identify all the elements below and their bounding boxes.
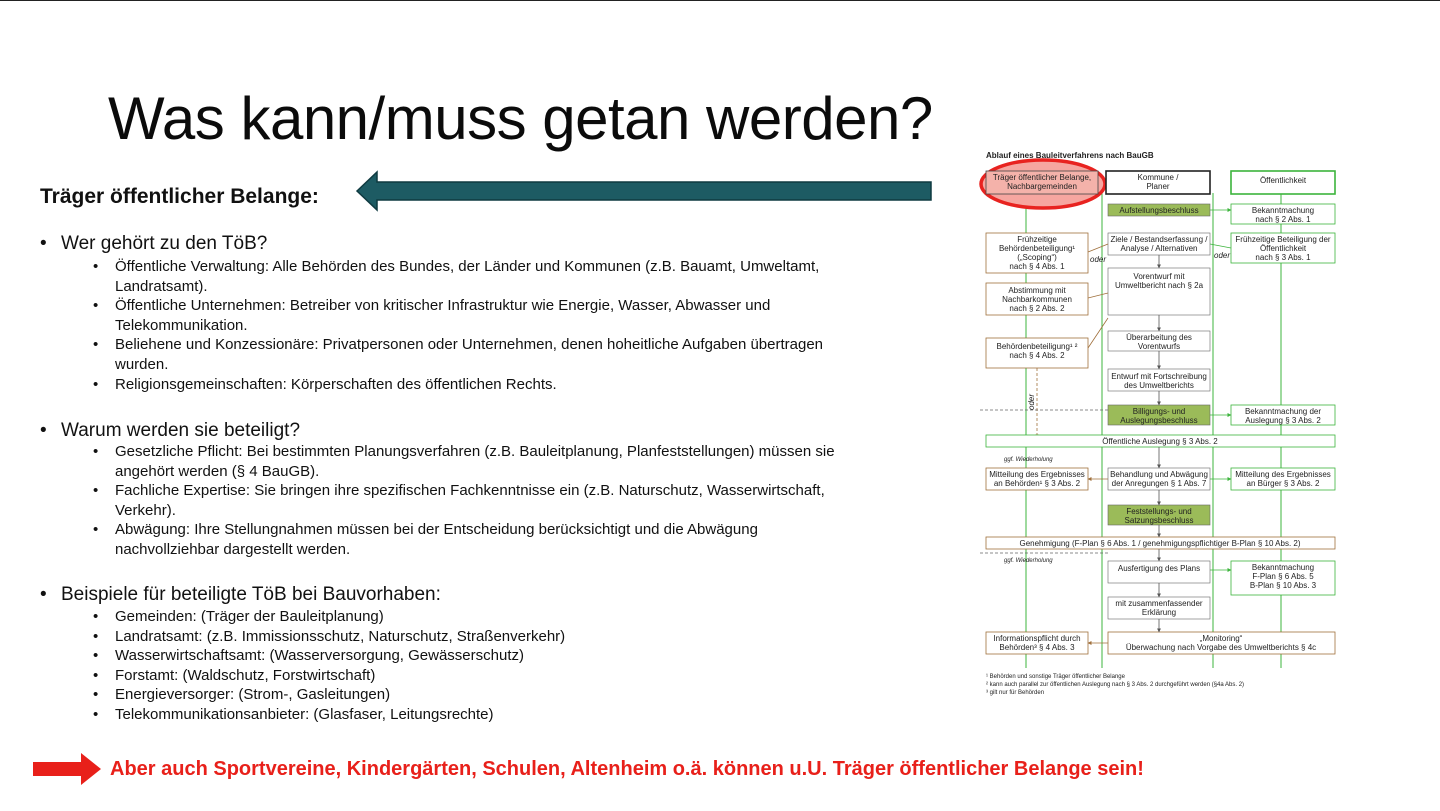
svg-text:Erklärung: Erklärung — [1141, 608, 1177, 617]
svg-text:² kann auch parallel zur öffen: ² kann auch parallel zur öffentlichen Auslegung nach § 3 Abs. 2 durchgeführt werden (§4a Abs. 2) — [986, 682, 1245, 688]
svg-text:Auslegungsbeschluss: Auslegungsbeschluss — [1120, 416, 1198, 425]
list-item: • Religionsgemeinschaften: Körperschaften des öffentlichen Rechts. — [93, 375, 557, 393]
list-item: • Fachliche Expertise: Sie bringen ihre spezifischen Fachkenntnisse ein (z.B. Naturschutz, Wasserwirtschaft, Verkehr). — [93, 482, 825, 519]
subheading-toeb: Träger öffentlicher Belange: — [40, 185, 319, 208]
svg-text:Überwachung nach Vorgabe des U: Überwachung nach Vorgabe des Umweltberichts § 4c — [1125, 643, 1317, 652]
svg-text:nach § 4 Abs. 1: nach § 4 Abs. 1 — [1009, 262, 1065, 271]
col-header-toeb: Träger öffentlicher Belange, — [992, 173, 1092, 182]
section-who — [40, 232, 900, 394]
col-header-oeffentlichkeit: Öffentlichkeit — [1259, 176, 1307, 185]
diagram-title: Ablauf eines Bauleitverfahrens nach BauGB — [986, 151, 1154, 160]
section-examples — [40, 583, 900, 725]
list-item: • Forstamt: (Waldschutz, Forstwirtschaft) — [93, 666, 376, 684]
footer-note: Aber auch Sportvereine, Kindergärten, Schulen, Altenheim o.ä. können u.U. Träger öffentlicher Belange sein! — [110, 758, 1144, 780]
svg-text:„Monitoring“: „Monitoring“ — [1199, 634, 1243, 643]
section-why — [40, 419, 900, 560]
svg-text:Genehmigung (F-Plan § 6 Abs. 1: Genehmigung (F-Plan § 6 Abs. 1 / genehmigungspflichtiger B-Plan § 10 Abs. 2) — [1019, 539, 1301, 548]
svg-text:³ gilt nur für Behörden: ³ gilt nur für Behörden — [986, 690, 1045, 696]
svg-text:Behörden³ § 4 Abs. 3: Behörden³ § 4 Abs. 3 — [999, 643, 1075, 652]
svg-text:Entwurf mit Fortschreibung: Entwurf mit Fortschreibung — [1111, 372, 1207, 381]
svg-text:B-Plan § 10 Abs. 3: B-Plan § 10 Abs. 3 — [1249, 581, 1317, 590]
list-item: • Telekommunikationsanbieter: (Glasfaser, Leitungsrechte) — [93, 705, 494, 723]
list-item: • Öffentliche Verwaltung: Alle Behörden des Bundes, der Länder und Kommunen (z.B. Bauamt, Umweltamt, Landratsamt). — [93, 258, 820, 295]
red-arrow-right-icon — [33, 752, 103, 786]
svg-text:Bekanntmachung der: Bekanntmachung der — [1244, 407, 1322, 416]
svg-text:Vorentwurf mit: Vorentwurf mit — [1133, 272, 1185, 281]
svg-text:Bekanntmachung: Bekanntmachung — [1251, 206, 1315, 215]
svg-text:nach § 4 Abs. 2: nach § 4 Abs. 2 — [1009, 351, 1065, 360]
svg-text:Informationspflicht durch: Informationspflicht durch — [993, 634, 1081, 643]
svg-text:ggf. Wiederholung: ggf. Wiederholung — [1004, 558, 1053, 564]
slide-title: Was kann/muss getan werden? — [108, 85, 933, 152]
list-item: • Landratsamt: (z.B. Immissionsschutz, Naturschutz, Straßenverkehr) — [93, 627, 566, 645]
svg-text:an Behörden¹ § 3 Abs. 2: an Behörden¹ § 3 Abs. 2 — [993, 479, 1081, 488]
teal-arrow-left-icon — [355, 170, 935, 212]
svg-text:Umweltbericht nach § 2a: Umweltbericht nach § 2a — [1114, 281, 1204, 290]
svg-text:Nachbargemeinden: Nachbargemeinden — [1007, 182, 1077, 191]
svg-text:Feststellungs- und: Feststellungs- und — [1126, 507, 1192, 516]
svg-text:Ziele / Bestandserfassung /: Ziele / Bestandserfassung / — [1110, 235, 1208, 244]
list-item: • Gesetzliche Pflicht: Bei bestimmten Planungsverfahren (z.B. Bauleitplanung, Planfeststellungen) müssen sie angehört werden (§ 4 BauGB). — [93, 443, 835, 480]
svg-text:Analyse / Alternativen: Analyse / Alternativen — [1120, 244, 1198, 253]
section-heading: • Warum werden sie beteiligt? — [40, 419, 900, 443]
svg-text:Behandlung und Abwägung: Behandlung und Abwägung — [1110, 470, 1208, 479]
svg-text:(„Scoping“): („Scoping“) — [1017, 253, 1057, 262]
svg-text:an Bürger § 3 Abs. 2: an Bürger § 3 Abs. 2 — [1246, 479, 1320, 488]
svg-text:oder: oder — [1027, 393, 1036, 410]
svg-text:Auslegung § 3 Abs. 2: Auslegung § 3 Abs. 2 — [1245, 416, 1321, 425]
list-item: • Abwägung: Ihre Stellungnahmen müssen bei der Entscheidung berücksichtigt und die Abwägung nachvollziehbar dargestellt werden. — [93, 521, 758, 558]
list-item: • Gemeinden: (Träger der Bauleitplanung) — [93, 608, 384, 625]
svg-text:des Umweltberichts: des Umweltberichts — [1124, 381, 1194, 390]
svg-text:Abstimmung mit: Abstimmung mit — [1008, 286, 1066, 295]
list-item: • Energieversorger: (Strom-, Gasleitungen) — [93, 686, 391, 704]
svg-text:Vorentwurfs: Vorentwurfs — [1137, 342, 1181, 351]
svg-text:nach § 2 Abs. 2: nach § 2 Abs. 2 — [1009, 304, 1065, 313]
list-item: • Öffentliche Unternehmen: Betreiber von kritischer Infrastruktur wie Energie, Wasser, Abwasser und Telekommunikation. — [93, 297, 771, 334]
svg-text:F-Plan § 6 Abs. 5: F-Plan § 6 Abs. 5 — [1252, 572, 1314, 581]
svg-text:Bekanntmachung: Bekanntmachung — [1251, 563, 1315, 572]
section-heading: • Beispiele für beteiligte TöB bei Bauvorhaben: — [40, 583, 900, 607]
svg-text:Öffentlichkeit: Öffentlichkeit — [1259, 244, 1307, 253]
list-item: • Beliehene und Konzessionäre: Privatpersonen oder Unternehmen, denen hoheitliche Aufgaben übertragen wurden. — [93, 336, 824, 373]
section-heading: • Wer gehört zu den TöB? — [40, 232, 900, 256]
svg-text:Frühzeitige: Frühzeitige — [1017, 235, 1057, 244]
svg-text:Mitteilung des Ergebnisses: Mitteilung des Ergebnisses — [1235, 470, 1331, 479]
bauleitverfahren-flow-diagram — [978, 148, 1338, 704]
top-border-line — [0, 0, 1440, 1]
svg-text:Planer: Planer — [1146, 182, 1170, 191]
svg-text:nach § 2 Abs. 1: nach § 2 Abs. 1 — [1255, 215, 1311, 224]
svg-text:Billigungs- und: Billigungs- und — [1132, 407, 1186, 416]
svg-text:¹ Behörden und sonstige Träger: ¹ Behörden und sonstige Träger öffentlicher Belange — [986, 674, 1125, 680]
svg-text:Mitteilung des Ergebnisses: Mitteilung des Ergebnisses — [989, 470, 1085, 479]
svg-text:Satzungsbeschluss: Satzungsbeschluss — [1124, 516, 1194, 525]
svg-text:Behördenbeteiligung¹: Behördenbeteiligung¹ — [998, 244, 1076, 253]
svg-text:mit zusammenfassender: mit zusammenfassender — [1115, 599, 1203, 608]
svg-text:Ausfertigung des Plans: Ausfertigung des Plans — [1117, 564, 1201, 573]
svg-text:Nachbarkommunen: Nachbarkommunen — [1002, 295, 1072, 304]
svg-text:der Anregungen § 1 Abs. 7: der Anregungen § 1 Abs. 7 — [1111, 479, 1207, 488]
svg-text:oder: oder — [1090, 255, 1107, 264]
svg-text:Behördenbeteiligung¹ ²: Behördenbeteiligung¹ ² — [996, 342, 1078, 351]
svg-text:Überarbeitung des: Überarbeitung des — [1126, 333, 1192, 342]
svg-text:Frühzeitige Beteiligung der: Frühzeitige Beteiligung der — [1235, 235, 1331, 244]
svg-text:nach § 3 Abs. 1: nach § 3 Abs. 1 — [1255, 253, 1311, 262]
svg-text:ggf. Wiederholung: ggf. Wiederholung — [1004, 457, 1053, 463]
svg-text:oder: oder — [1214, 251, 1231, 260]
col-header-kommune: Kommune / — [1137, 173, 1179, 182]
list-item: • Wasserwirtschaftsamt: (Wasserversorgung, Gewässerschutz) — [93, 647, 524, 665]
svg-text:Öffentliche Auslegung § 3 Abs.: Öffentliche Auslegung § 3 Abs. 2 — [1102, 437, 1218, 446]
svg-text:Aufstellungsbeschluss: Aufstellungsbeschluss — [1119, 206, 1199, 215]
